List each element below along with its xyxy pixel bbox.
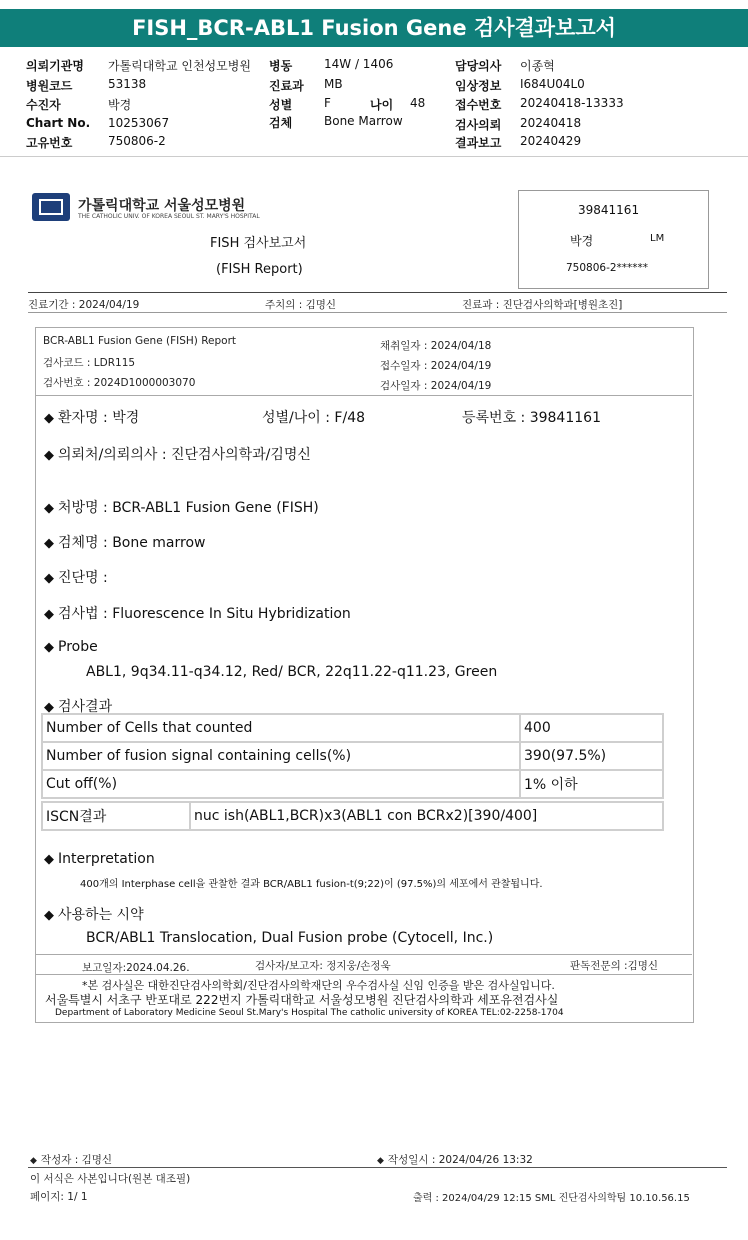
table-cell: 390(97.5%) bbox=[520, 742, 663, 770]
patient-line bbox=[44, 407, 139, 427]
patient-code: LM bbox=[650, 233, 665, 244]
label: 담당의사 bbox=[455, 59, 502, 73]
reagent-line bbox=[44, 904, 144, 924]
divider bbox=[36, 974, 692, 975]
divider bbox=[28, 292, 727, 293]
divider bbox=[28, 312, 727, 313]
diagnosis-field: 진단명 : bbox=[58, 570, 108, 586]
patient-number: 39841161 bbox=[578, 203, 640, 217]
method-line bbox=[44, 603, 351, 623]
lab-address-en: Department of Laboratory Medicine Seoul St.Mary's Hospital The catholic university of KOREA TEL:02-2258-1704 bbox=[55, 1008, 564, 1018]
print-info: 출력 : 2024/04/29 12:15 SML 진단검사의학팀 10.10.56.15 bbox=[413, 1193, 690, 1204]
divider bbox=[28, 1167, 727, 1168]
table-cell: Number of Cells that counted bbox=[42, 714, 520, 742]
visit-date: 진료기간 : 2024/04/19 bbox=[28, 299, 140, 311]
examiners: 검사자/보고자: 정지웅/손정욱 bbox=[255, 960, 391, 972]
certification-note: *본 검사실은 대한진단검사의학회/진단검사의학재단의 우수검사실 신임 인증을 받은 검사실입니다. bbox=[82, 979, 555, 992]
value: 이종혁 bbox=[520, 59, 555, 73]
label: 병동 bbox=[269, 59, 293, 73]
value: 20240418-13333 bbox=[520, 96, 624, 110]
lab-address: 서울특별시 서초구 반포대로 222번지 가톨릭대학교 서울성모병원 진단검사의학과 세포유전검사실 bbox=[45, 993, 559, 1007]
table-row bbox=[42, 770, 663, 798]
value: I684U04L0 bbox=[520, 77, 585, 91]
value: 750806-2 bbox=[108, 134, 166, 148]
hospital-logo-icon bbox=[32, 193, 70, 221]
iscn-value: nuc ish(ABL1,BCR)x3(ABL1 con BCRx2)[390/400] bbox=[190, 802, 663, 830]
value: 20240429 bbox=[520, 134, 582, 148]
value: 53138 bbox=[108, 77, 147, 91]
value: 20240418 bbox=[520, 116, 582, 130]
page-number: 페이지: 1/ 1 bbox=[30, 1191, 88, 1203]
divider bbox=[0, 156, 748, 157]
diamond-icon: ◆ bbox=[44, 852, 54, 867]
written-date: 작성일시 : 2024/04/26 13:32 bbox=[387, 1154, 533, 1166]
diamond-icon: ◆ bbox=[44, 908, 54, 923]
label: 검체 bbox=[269, 116, 293, 130]
label: 결과보고 bbox=[455, 136, 502, 150]
table-cell: 400 bbox=[520, 714, 663, 742]
receipt-date: 접수일자 : 2024/04/19 bbox=[380, 360, 492, 372]
test-number: 검사번호 : 2024D1000003070 bbox=[43, 377, 196, 389]
diamond-icon: ◆ bbox=[44, 640, 54, 655]
sex-age-field: 성별/나이 : F/48 bbox=[262, 410, 366, 426]
label: 나이 bbox=[370, 98, 394, 112]
specimen-line bbox=[44, 532, 206, 552]
diamond-icon: ◆ bbox=[44, 411, 54, 426]
diamond-icon: ◆ bbox=[44, 700, 54, 715]
probe-label: Probe bbox=[58, 639, 98, 655]
method-field: 검사법 : Fluorescence In Situ Hybridization bbox=[58, 606, 351, 622]
visit-department: 진료과 : 진단검사의학과[병원초진] bbox=[462, 299, 623, 311]
patient-name: 박경 bbox=[570, 234, 594, 248]
iscn-label: ISCN결과 bbox=[42, 802, 190, 830]
diagnosis-line bbox=[44, 567, 108, 587]
label: 의뢰기관명 bbox=[26, 59, 84, 73]
divider bbox=[36, 954, 692, 955]
report-date: 보고일자:2024.04.26. bbox=[82, 962, 190, 974]
referrer-line bbox=[44, 444, 311, 464]
author-line bbox=[30, 1152, 112, 1167]
result-label: 검사결과 bbox=[58, 699, 113, 715]
value: F bbox=[324, 96, 331, 110]
table-cell: 1% 이하 bbox=[520, 770, 663, 798]
reading-doctor: 판독전문의 :김명신 bbox=[570, 960, 659, 972]
copy-notice: 이 서식은 사본입니다(원본 대조필) bbox=[30, 1173, 191, 1185]
report-name: BCR-ABL1 Fusion Gene (FISH) Report bbox=[43, 335, 237, 347]
specimen-field: 검체명 : Bone marrow bbox=[58, 535, 206, 551]
label: 고유번호 bbox=[26, 136, 73, 150]
diamond-icon: ◆ bbox=[44, 607, 54, 622]
table-row bbox=[42, 714, 663, 742]
table-row bbox=[42, 742, 663, 770]
diamond-icon: ◆ bbox=[44, 501, 54, 516]
label: 수진자 bbox=[26, 98, 61, 112]
iscn-table bbox=[41, 801, 664, 831]
value: 14W / 1406 bbox=[324, 57, 394, 71]
probe-value: ABL1, 9q34.11-q34.12, Red/ BCR, 22q11.22-q11.23, Green bbox=[86, 664, 498, 680]
value: Bone Marrow bbox=[324, 114, 403, 128]
interpretation-line bbox=[44, 851, 155, 867]
registration-number: 등록번호 : 39841161 bbox=[462, 410, 601, 426]
table-cell: Cut off(%) bbox=[42, 770, 520, 798]
diamond-icon: ◆ bbox=[30, 1156, 37, 1166]
divider bbox=[36, 395, 692, 396]
value: 48 bbox=[410, 96, 426, 110]
interpretation-text: 400개의 Interphase cell을 관찰한 결과 BCR/ABL1 fusion-t(9;22)이 (97.5%)의 세포에서 관찰됩니다. bbox=[80, 879, 543, 890]
author: 작성자 : 김명신 bbox=[40, 1154, 112, 1166]
label: 병원코드 bbox=[26, 79, 73, 93]
patient-name-field: 환자명 : 박경 bbox=[58, 410, 140, 426]
label: Chart No. bbox=[26, 116, 91, 130]
table-row bbox=[42, 802, 663, 830]
patient-id: 750806-2****** bbox=[566, 262, 649, 274]
probe-line bbox=[44, 639, 98, 655]
order-line bbox=[44, 497, 319, 517]
test-code: 검사코드 : LDR115 bbox=[43, 357, 136, 369]
interpretation-label: Interpretation bbox=[58, 851, 155, 867]
result-table bbox=[41, 713, 664, 799]
value: MB bbox=[324, 77, 343, 91]
reagent-label: 사용하는 시약 bbox=[58, 907, 144, 923]
label: 성별 bbox=[269, 98, 293, 112]
diamond-icon: ◆ bbox=[44, 448, 54, 463]
diamond-icon: ◆ bbox=[377, 1156, 384, 1166]
hospital-subtitle: THE CATHOLIC UNIV. OF KOREA SEOUL ST. MARY'S HOSPITAL bbox=[78, 213, 260, 220]
report-title: FISH_BCR-ABL1 Fusion Gene 검사결과보고서 bbox=[0, 9, 748, 47]
hospital-name: 가톨릭대학교 서울성모병원 bbox=[78, 198, 246, 214]
order-field: 처방명 : BCR-ABL1 Fusion Gene (FISH) bbox=[58, 500, 319, 516]
report-heading: FISH 검사보고서 bbox=[210, 236, 307, 251]
value: 10253067 bbox=[108, 116, 170, 130]
test-date: 검사일자 : 2024/04/19 bbox=[380, 380, 492, 392]
label: 임상정보 bbox=[455, 79, 502, 93]
reagent-value: BCR/ABL1 Translocation, Dual Fusion probe (Cytocell, Inc.) bbox=[86, 930, 494, 946]
report-heading-en: (FISH Report) bbox=[216, 262, 303, 277]
collection-date: 채취일자 : 2024/04/18 bbox=[380, 340, 492, 352]
written-line bbox=[377, 1152, 533, 1167]
referrer-field: 의뢰처/의뢰의사 : 진단검사의학과/김명신 bbox=[58, 447, 311, 463]
table-cell: Number of fusion signal containing cells(%) bbox=[42, 742, 520, 770]
diamond-icon: ◆ bbox=[44, 571, 54, 586]
value: 가톨릭대학교 인천성모병원 bbox=[108, 59, 251, 73]
attending-doctor: 주치의 : 김명신 bbox=[265, 299, 337, 311]
label: 접수번호 bbox=[455, 98, 502, 112]
diamond-icon: ◆ bbox=[44, 536, 54, 551]
label: 진료과 bbox=[269, 79, 304, 93]
value: 박경 bbox=[108, 98, 132, 112]
label: 검사의뢰 bbox=[455, 118, 502, 132]
